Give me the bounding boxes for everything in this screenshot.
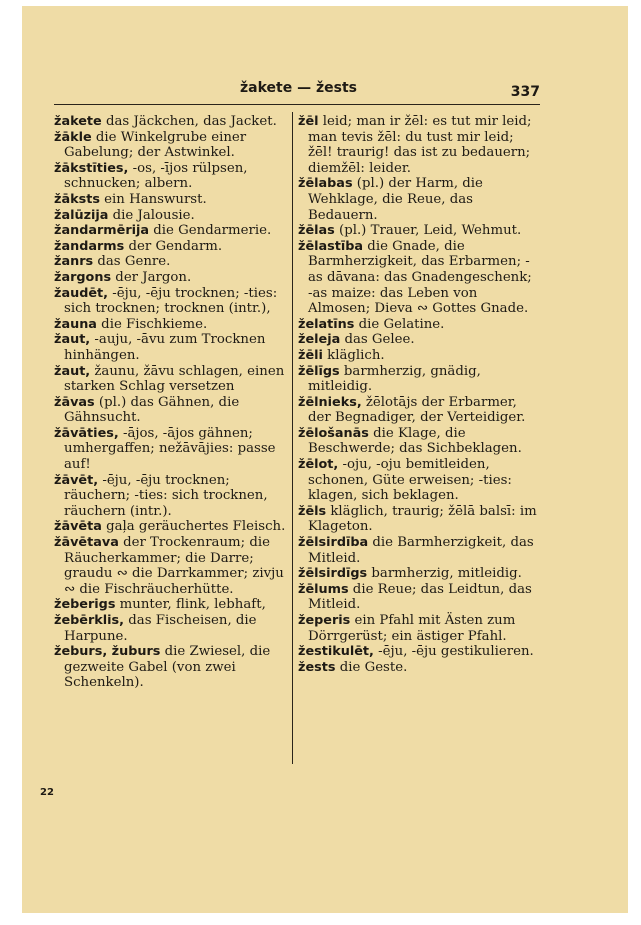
- entry-definition: -auju, -āvu zum Trocknen hinhängen.: [64, 332, 266, 363]
- entry-headword: žestikulēt,: [298, 644, 374, 660]
- entry-definition: die Gendarmerie.: [149, 223, 272, 239]
- entry-definition: die Winkelgrube einer Gabelung; der Astwinkel.: [64, 129, 247, 161]
- entry-headword: žēlsirdība: [298, 535, 369, 551]
- dictionary-entry: [54, 519, 292, 535]
- dictionary-entry: [54, 613, 292, 644]
- entry-headword: žanrs: [54, 254, 94, 270]
- entry-headword: žeburs, žuburs: [54, 644, 161, 660]
- dictionary-entry: [298, 660, 540, 676]
- entry-headword: žēlums: [298, 581, 349, 597]
- entry-definition: -os, -ījos rülpsen, schnucken; albern.: [64, 160, 248, 192]
- entry-headword: žauna: [54, 316, 97, 332]
- dictionary-entry: [54, 395, 292, 426]
- entry-headword: žargons: [54, 269, 112, 285]
- entry-definition: das Gelee.: [340, 332, 415, 348]
- entry-definition: die Barmherzigkeit, das Mitleid.: [308, 535, 534, 566]
- dictionary-entry: [298, 426, 540, 457]
- dictionary-entry: [298, 535, 540, 566]
- dictionary-entry: [54, 426, 292, 473]
- dictionary-entry: [54, 161, 292, 192]
- entry-definition: das Fischeisen, die Harpune.: [64, 613, 257, 644]
- right-column: [298, 114, 540, 675]
- entry-headword: žēlsirdīgs: [298, 566, 368, 582]
- header-rule: [54, 104, 540, 105]
- entry-headword: žēl: [298, 114, 319, 129]
- entry-headword: žebērklis,: [54, 613, 125, 628]
- entry-definition: die Gelatine.: [354, 316, 445, 332]
- dictionary-entry: [298, 613, 540, 644]
- entry-definition: die Fischkieme.: [96, 316, 208, 332]
- dictionary-entry: [298, 348, 540, 364]
- entry-definition: die Gnade, die Barmherzigkeit, das Erbarmen; -as dāvana: das Gnadengeschenk; -as maize: das Leben von Almosen; Dieva ∾ Gottes Gnade.: [308, 238, 532, 317]
- entry-definition: barmherzig, mitleidig.: [367, 566, 522, 582]
- dictionary-entry: [54, 270, 292, 286]
- entry-headword: žests: [298, 659, 336, 675]
- entry-headword: žāksts: [54, 191, 100, 207]
- entry-headword: žandarmērija: [54, 223, 150, 239]
- entry-definition: žaunu, žāvu schlagen, einen starken Schlag versetzen: [64, 363, 285, 395]
- dictionary-entry: [54, 286, 292, 317]
- dictionary-entry: [54, 332, 292, 363]
- running-head: žakete — žests: [240, 80, 357, 96]
- page-number: 337: [510, 84, 540, 100]
- entry-headword: žēlastība: [298, 238, 364, 254]
- entry-definition: barmherzig, gnädig, mitleidig.: [308, 363, 481, 395]
- entry-definition: die Reue; das Leidtun, das Mitleid.: [308, 581, 532, 613]
- dictionary-entry: [298, 566, 540, 582]
- entry-headword: žāvas: [54, 394, 95, 410]
- dictionary-entry: [54, 239, 292, 255]
- entry-definition: die Jalousie.: [108, 207, 195, 223]
- entry-definition: die Geste.: [335, 659, 408, 675]
- entry-definition: der Jargon.: [111, 269, 192, 285]
- entry-definition: žēlotājs der Erbarmer, der Begnadiger, der Verteidiger.: [308, 394, 526, 426]
- dictionary-entry: [54, 114, 292, 130]
- entry-definition: (pl.) Trauer, Leid, Wehmut.: [334, 223, 522, 239]
- dictionary-entry: [298, 457, 540, 504]
- dictionary-entry: [54, 254, 292, 270]
- entry-headword: želatīns: [298, 316, 355, 332]
- entry-definition: ein Hanswurst.: [99, 191, 207, 207]
- dictionary-entry: [298, 504, 540, 535]
- dictionary-entry: [298, 364, 540, 395]
- entry-definition: gaļa geräuchertes Fleisch.: [101, 519, 286, 535]
- entry-definition: -ājos, -ājos gähnen; umhergaffen; nežāvājies: passe auf!: [64, 425, 276, 473]
- entry-headword: žāvāties,: [54, 425, 119, 441]
- entry-definition: der Gendarm.: [124, 238, 223, 254]
- dictionary-entry: [54, 192, 292, 208]
- entry-headword: žēlošanās: [298, 425, 369, 441]
- entry-headword: žēlot,: [298, 457, 339, 473]
- dictionary-entry: [298, 395, 540, 426]
- entry-headword: žāvētava: [54, 535, 119, 551]
- entry-headword: žalūzija: [54, 207, 109, 223]
- entry-headword: žēlas: [298, 223, 335, 239]
- dictionary-entry: [54, 223, 292, 239]
- dictionary-entry: [298, 582, 540, 613]
- entry-definition: -ēju, -ēju trocknen; -ties: sich trocknen; trocknen (intr.),: [64, 285, 278, 317]
- entry-definition: -ēju, -ēju trocknen; räuchern; -ties: sich trocknen, räuchern (intr.).: [64, 472, 268, 519]
- entry-headword: žaut,: [54, 332, 91, 348]
- dictionary-entry: [298, 332, 540, 348]
- dictionary-entry: [54, 208, 292, 224]
- dictionary-entry: [298, 239, 540, 317]
- dictionary-entry: [54, 317, 292, 333]
- entry-definition: die Klage, die Beschwerde; das Sichbeklagen.: [308, 425, 522, 457]
- signature-mark: 22: [40, 787, 54, 798]
- dictionary-entry: [298, 644, 540, 660]
- dictionary-entry: [298, 114, 540, 176]
- entry-definition: das Genre.: [93, 254, 171, 270]
- entry-headword: žaut,: [54, 363, 91, 379]
- dictionary-entry: [54, 473, 292, 520]
- entry-definition: ein Pfahl mit Ästen zum Dörrgerüst; ein ästiger Pfahl.: [308, 613, 516, 644]
- entry-headword: žēlabas: [298, 176, 353, 192]
- entry-headword: žēlnieks,: [298, 394, 362, 410]
- page-header: [22, 80, 628, 104]
- dictionary-entry: [298, 317, 540, 333]
- entry-definition: -ēju, -ēju gestikulieren.: [373, 644, 534, 660]
- entry-headword: žakete: [54, 114, 102, 129]
- entry-definition: die Zwiesel, die gezweite Gabel (von zwei Schenkeln).: [64, 644, 271, 691]
- column-divider: [292, 112, 293, 764]
- entry-headword: želeja: [298, 332, 341, 348]
- entry-definition: leid; man ir žēl: es tut mir leid; man tevis žēl: du tust mir leid; žēl! traurig! das ist zu bedauern; diemžēl: leider.: [308, 114, 532, 176]
- entry-headword: žeberigs: [54, 597, 116, 613]
- dictionary-entry: [54, 364, 292, 395]
- entry-definition: kläglich, traurig; žēlā balsī: im Klageton.: [308, 503, 537, 535]
- entry-headword: žaudēt,: [54, 285, 109, 301]
- entry-headword: žēls: [298, 503, 327, 519]
- entry-headword: žāvēta: [54, 519, 102, 535]
- dictionary-entry: [54, 130, 292, 161]
- entry-definition: (pl.) das Gähnen, die Gähnsucht.: [64, 394, 240, 426]
- entry-definition: das Jäckchen, das Jacket.: [101, 114, 277, 129]
- entry-headword: žākle: [54, 129, 92, 145]
- dictionary-entry: [54, 597, 292, 613]
- entry-headword: žāvēt,: [54, 472, 99, 488]
- dictionary-entry: [54, 535, 292, 597]
- dictionary-entry: [54, 644, 292, 691]
- entry-definition: der Trockenraum; die Räucherkammer; die Darre; graudu ∾ die Darrkammer; zivju ∾ die Fischräucherhütte.: [64, 535, 284, 597]
- entry-headword: žēli: [298, 347, 323, 363]
- entry-headword: žandarms: [54, 238, 125, 254]
- entry-definition: -oju, -oju bemitleiden, schonen, Güte erweisen; -ties: klagen, sich beklagen.: [308, 457, 512, 504]
- entry-definition: (pl.) der Harm, die Wehklage, die Reue, das Bedauern.: [308, 176, 483, 223]
- dictionary-entry: [298, 176, 540, 223]
- entry-headword: žēlīgs: [298, 363, 340, 379]
- left-column: [54, 114, 292, 691]
- entry-definition: munter, flink, lebhaft,: [115, 597, 266, 613]
- entry-headword: žākstīties,: [54, 160, 129, 176]
- dictionary-entry: [298, 223, 540, 239]
- entry-headword: žeperis: [298, 613, 351, 628]
- entry-definition: kläglich.: [322, 347, 385, 363]
- dictionary-page: [22, 6, 628, 913]
